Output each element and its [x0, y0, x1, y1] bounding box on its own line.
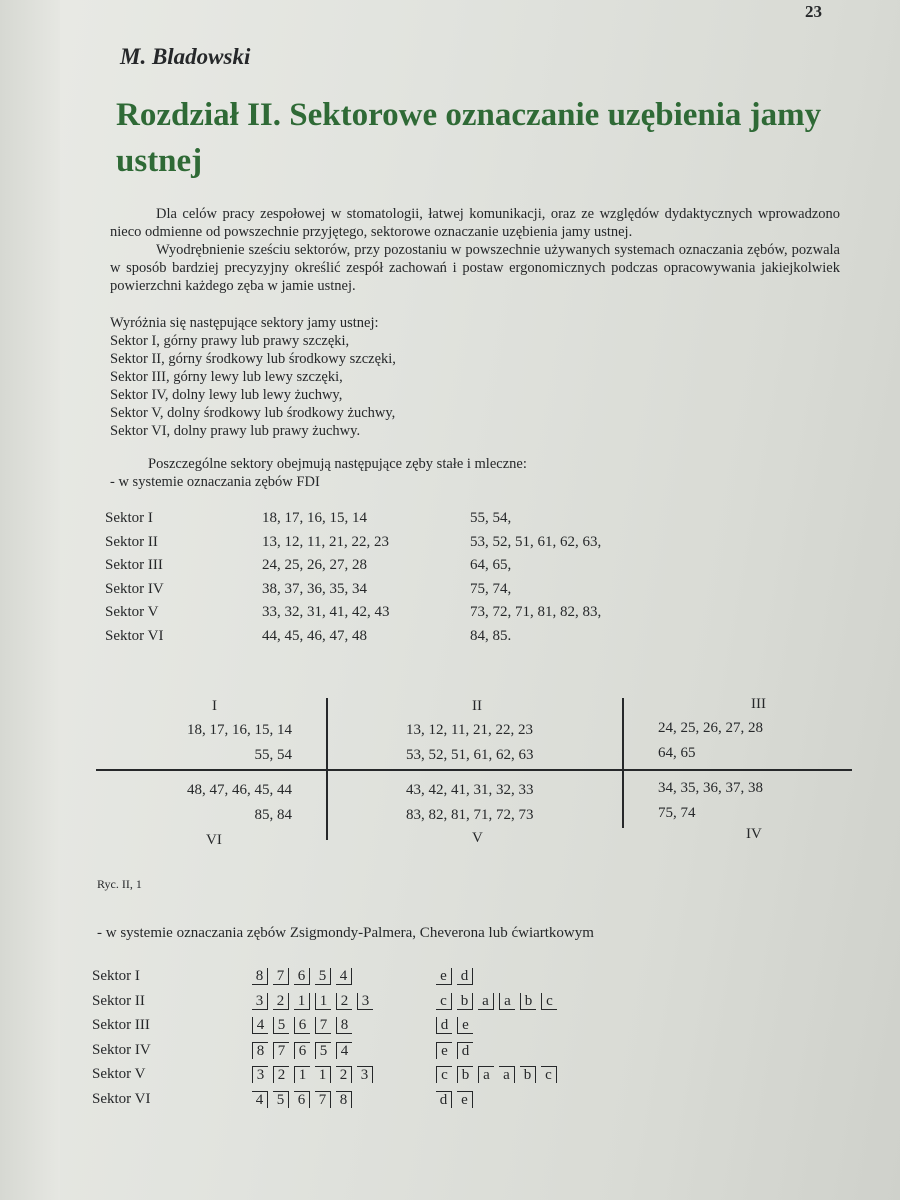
tooth-symbol: 8 — [252, 1042, 268, 1059]
sectors-intro: Wyróżnia się następujące sektory jamy ustnej: — [110, 315, 379, 331]
tooth-symbol: 8 — [336, 1091, 352, 1108]
sector-diagram — [96, 690, 852, 850]
upper-permanent: 24, 25, 26, 27, 28 — [658, 720, 763, 736]
upper-primary: 64, 65 — [658, 745, 696, 761]
permanent-teeth: 24, 25, 26, 27, 28 — [262, 557, 367, 573]
binding-shadow — [0, 0, 60, 1200]
tooth-symbol: 5 — [315, 1042, 331, 1059]
intro-paragraph: Wyodrębnienie sześciu sektorów, przy pozostaniu w powszechnie używanych systemach oznaczania zębów, pozwala w sposób bardziej precyzyjny określić zespół zachowań i postaw ergonomicznych podczas opracowywania jakiejkolwiek powierzchni każdego zęba w jamie ustnej. — [110, 242, 840, 294]
lower-permanent: 43, 42, 41, 31, 32, 33 — [406, 782, 534, 798]
zp-heading: - w systemie oznaczania zębów Zsigmondy-Palmera, Cheverona lub ćwiartkowym — [97, 925, 594, 941]
figure-caption: Ryc. II, 1 — [97, 877, 142, 891]
tooth-symbol: a — [478, 1066, 494, 1083]
sector-label: Sektor V — [105, 604, 159, 620]
tooth-symbol: 1 — [315, 993, 331, 1010]
tooth-symbol: 5 — [315, 968, 331, 985]
tooth-symbol: d — [457, 968, 473, 985]
tooth-symbol: e — [436, 968, 452, 985]
tooth-symbol: a — [478, 993, 494, 1010]
upper-permanent: 13, 12, 11, 21, 22, 23 — [406, 722, 533, 738]
tooth-symbol: 5 — [273, 1091, 289, 1108]
page-number: 23 — [805, 2, 822, 21]
primary-teeth-group — [436, 1066, 562, 1084]
permanent-teeth: 38, 37, 36, 35, 34 — [262, 580, 367, 597]
sector-label: Sektor IV — [92, 1041, 151, 1058]
tooth-symbol: b — [457, 1066, 473, 1083]
tooth-symbol: 3 — [357, 1066, 373, 1083]
tooth-symbol: 6 — [294, 1091, 310, 1108]
sector-item: Sektor V, dolny środkowy lub środkowy żuchwy, — [110, 405, 396, 421]
primary-teeth-group — [436, 1042, 478, 1060]
tooth-symbol: 4 — [252, 1017, 268, 1034]
sector-label: Sektor II — [92, 992, 145, 1009]
primary-teeth: 75, 74, — [470, 580, 512, 597]
tooth-symbol: 3 — [357, 993, 373, 1010]
chapter-title: Rozdział II. Sektorowe oznaczanie uzębienia jamy ustnej — [116, 97, 822, 179]
tooth-symbol: 4 — [252, 1091, 268, 1108]
tooth-symbol: c — [541, 1066, 557, 1083]
tooth-symbol: 7 — [273, 968, 289, 985]
tooth-symbol: 7 — [315, 1091, 331, 1108]
horizontal-divider — [96, 769, 852, 771]
sector-label: Sektor IV — [105, 580, 164, 597]
tooth-symbol: d — [436, 1017, 452, 1034]
permanent-teeth: 13, 12, 11, 21, 22, 23 — [262, 533, 389, 550]
primary-teeth: 73, 72, 71, 81, 82, 83, — [470, 604, 602, 620]
vertical-divider — [326, 698, 328, 840]
tooth-symbol: c — [436, 1066, 452, 1083]
tooth-symbol: 1 — [294, 1066, 310, 1083]
sector-item: Sektor VI, dolny prawy lub prawy żuchwy. — [110, 423, 361, 439]
tooth-symbol: e — [436, 1042, 452, 1059]
permanent-teeth-group — [252, 1091, 357, 1109]
upper-permanent: 18, 17, 16, 15, 14 — [187, 722, 292, 738]
tooth-symbol: b — [520, 993, 536, 1010]
sector-item: Sektor II, górny środkowy lub środkowy szczęki, — [110, 351, 396, 367]
sector-label-top: III — [751, 696, 766, 712]
primary-teeth-group — [436, 968, 478, 985]
sector-label: Sektor VI — [92, 1090, 151, 1107]
lower-primary: 75, 74 — [658, 805, 696, 821]
permanent-teeth: 44, 45, 46, 47, 48 — [262, 627, 367, 644]
primary-teeth: 55, 54, — [470, 510, 512, 526]
tooth-symbol: 8 — [336, 1017, 352, 1034]
tooth-symbol: b — [520, 1066, 536, 1083]
tooth-symbol: a — [499, 1066, 515, 1083]
tooth-symbol: 2 — [273, 1066, 289, 1083]
permanent-teeth-group — [252, 993, 378, 1010]
sector-label-bottom: IV — [746, 826, 762, 842]
sector-label-bottom: V — [472, 830, 483, 846]
lower-permanent: 48, 47, 46, 45, 44 — [187, 782, 292, 798]
tooth-symbol: 2 — [336, 1066, 352, 1083]
tooth-symbol: c — [541, 993, 557, 1010]
permanent-teeth-group — [252, 968, 357, 985]
sector-label: Sektor III — [105, 557, 163, 573]
sector-label: Sektor II — [105, 533, 158, 550]
lower-permanent: 34, 35, 36, 37, 38 — [658, 780, 763, 796]
intro-paragraph: Dla celów pracy zespołowej w stomatologii, łatwej komunikacji, oraz ze względów dydaktycznych wprowadzono nieco odmienne od powszechnie przyjętego, sektorowe oznaczanie uzębienia jamy ustnej. — [110, 206, 840, 240]
primary-teeth: 84, 85. — [470, 627, 512, 644]
primary-teeth: 64, 65, — [470, 557, 512, 573]
sector-label: Sektor I — [92, 968, 140, 984]
tooth-symbol: 7 — [273, 1042, 289, 1059]
permanent-teeth-group — [252, 1017, 357, 1034]
tooth-symbol: 1 — [315, 1066, 331, 1083]
lower-primary: 83, 82, 81, 71, 72, 73 — [406, 807, 534, 823]
permanent-teeth-group — [252, 1066, 378, 1084]
vertical-divider — [622, 698, 624, 828]
tooth-symbol: e — [457, 1091, 473, 1108]
tooth-symbol: a — [499, 993, 515, 1010]
sector-label: Sektor VI — [105, 627, 164, 644]
teeth-intro: Poszczególne sektory obejmują następujące zęby stałe i mleczne: — [148, 456, 527, 472]
sector-label-bottom: VI — [206, 832, 222, 848]
primary-teeth: 53, 52, 51, 61, 62, 63, — [470, 533, 602, 550]
tooth-symbol: 7 — [315, 1017, 331, 1034]
sector-label: Sektor V — [92, 1066, 146, 1083]
upper-primary: 53, 52, 51, 61, 62, 63 — [406, 747, 534, 763]
sector-label: Sektor III — [92, 1017, 150, 1034]
tooth-symbol: 8 — [252, 968, 268, 985]
sector-label: Sektor I — [105, 510, 153, 526]
tooth-symbol: 2 — [273, 993, 289, 1010]
tooth-symbol: d — [436, 1091, 452, 1108]
sector-label-top: I — [212, 698, 217, 714]
upper-primary: 55, 54 — [254, 747, 292, 763]
lower-primary: 85, 84 — [254, 807, 292, 823]
tooth-symbol: 3 — [252, 993, 268, 1010]
sector-item: Sektor III, górny lewy lub lewy szczęki, — [110, 369, 343, 385]
tooth-symbol: 4 — [336, 1042, 352, 1059]
tooth-symbol: b — [457, 993, 473, 1010]
tooth-symbol: 4 — [336, 968, 352, 985]
tooth-symbol: d — [457, 1042, 473, 1059]
tooth-symbol: 1 — [294, 993, 310, 1010]
teeth-intro-block — [110, 455, 527, 491]
tooth-symbol: 2 — [336, 993, 352, 1010]
tooth-symbol: e — [457, 1017, 473, 1034]
sectors-list — [110, 314, 396, 440]
sector-label-top: II — [472, 698, 482, 714]
primary-teeth-group — [436, 1017, 478, 1034]
fdi-heading: - w systemie oznaczania zębów FDI — [110, 474, 320, 490]
tooth-symbol: 6 — [294, 1042, 310, 1059]
permanent-teeth: 33, 32, 31, 41, 42, 43 — [262, 604, 390, 620]
permanent-teeth: 18, 17, 16, 15, 14 — [262, 510, 367, 526]
tooth-symbol: 6 — [294, 1017, 310, 1034]
intro-text — [110, 205, 840, 295]
author-name: M. Bladowski — [120, 44, 251, 69]
permanent-teeth-group — [252, 1042, 357, 1060]
sector-item: Sektor I, górny prawy lub prawy szczęki, — [110, 333, 350, 349]
tooth-symbol: c — [436, 993, 452, 1010]
tooth-symbol: 5 — [273, 1017, 289, 1034]
sector-item: Sektor IV, dolny lewy lub lewy żuchwy, — [110, 387, 343, 403]
tooth-symbol: 6 — [294, 968, 310, 985]
primary-teeth-group — [436, 1091, 478, 1109]
tooth-symbol: 3 — [252, 1066, 268, 1083]
primary-teeth-group — [436, 993, 562, 1010]
